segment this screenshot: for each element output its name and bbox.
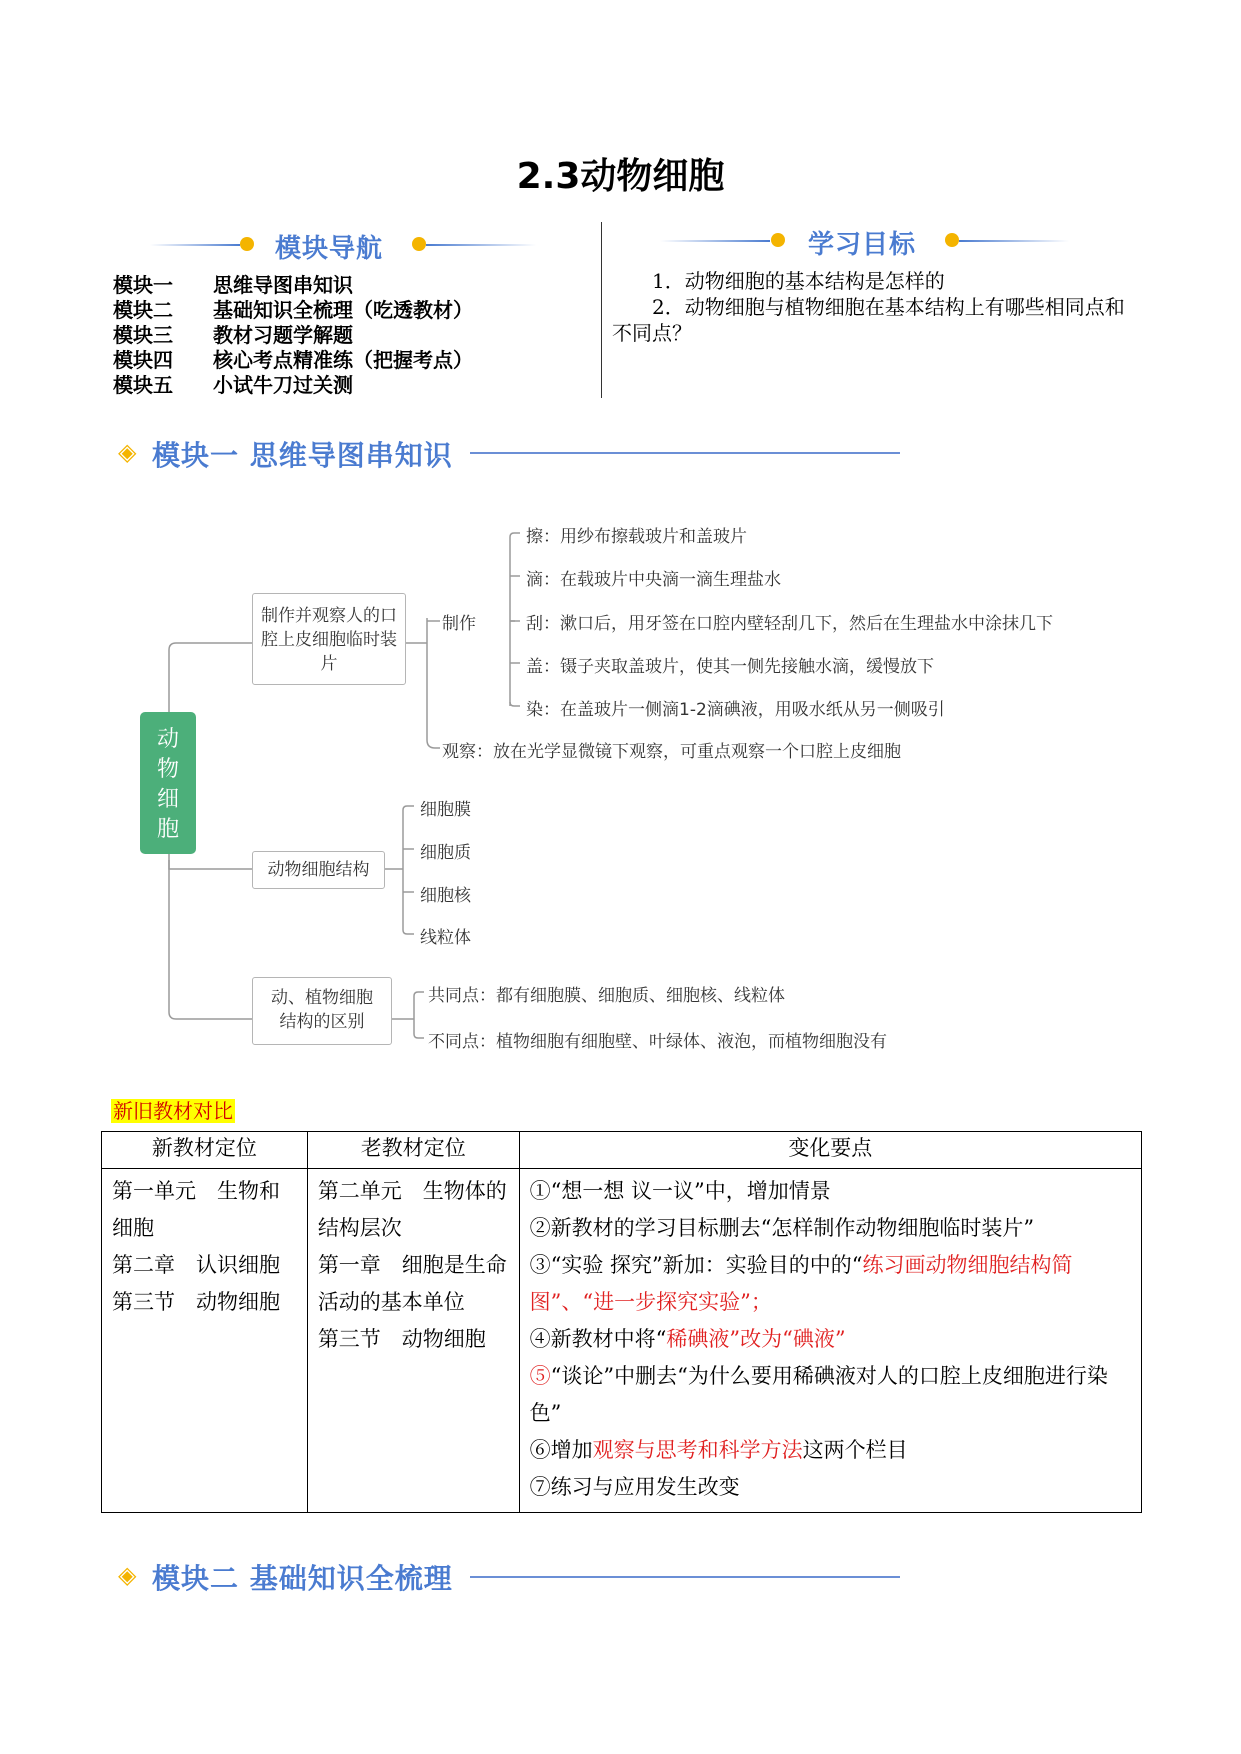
nav-item-2[interactable]: 模块二 基础知识全梳理（吃透教材）: [113, 298, 473, 322]
compare-header-new: 新教材定位: [102, 1132, 308, 1169]
mindmap-step-1: 擦：用纱布擦载玻片和盖玻片: [526, 527, 747, 547]
change-7: ⑦练习与应用发生改变: [529, 1475, 740, 1499]
mindmap-structure-2: 细胞质: [420, 843, 471, 863]
mindmap-root: 动物细胞: [140, 712, 196, 854]
nav-item-5[interactable]: 模块五 小试牛刀过关测: [113, 373, 353, 397]
compare-new-line-3: 第三节 动物细胞: [112, 1290, 280, 1314]
mindmap-structure-3: 细胞核: [420, 886, 471, 906]
mindmap-step-3: 刮：漱口后，用牙签在口腔内壁轻刮几下，然后在生理盐水中涂抹几下: [526, 614, 1053, 634]
mindmap-structure-1: 细胞膜: [420, 800, 471, 820]
module1-heading: 模块一 思维导图串知识: [152, 439, 453, 472]
mindmap-branch-structure: 动物细胞结构: [252, 851, 385, 889]
compare-old-line-3: 第三节 动物细胞: [317, 1327, 486, 1351]
compare-cell-new: [102, 1169, 308, 1513]
nav-heading: 模块导航: [275, 234, 384, 264]
compare-label: 新旧教材对比: [113, 1099, 233, 1123]
compare-table: [101, 1131, 1142, 1513]
nav-item-1[interactable]: 模块一 思维导图串知识: [113, 273, 353, 297]
goals-heading: 学习目标: [808, 230, 917, 260]
compare-old-line-1: 第二单元 生物体的结构层次: [317, 1179, 507, 1240]
change-4: ④新教材中将“稀碘液”改为“碘液”: [529, 1327, 846, 1351]
compare-cell-old: [307, 1169, 519, 1513]
mindmap-make-label: 制作: [442, 614, 476, 634]
change-6-highlight: 观察与思考和科学方法: [592, 1438, 803, 1462]
change-3: ③“实验 探究”新加：实验目的中的“练习画动物细胞结构简图”、“进一步探究实验”；: [529, 1253, 1073, 1314]
mindmap-common: 共同点：都有细胞膜、细胞质、细胞核、线粒体: [428, 986, 785, 1006]
change-6: ⑥增加观察与思考和科学方法这两个栏目: [529, 1438, 908, 1462]
nav-item-4[interactable]: 模块四 核心考点精准练（把握考点）: [113, 348, 473, 372]
compare-table-header-row: [102, 1132, 1142, 1169]
module1-chevron-icon: ◈: [118, 438, 137, 466]
nav-item-3[interactable]: 模块三 教材习题学解题: [113, 323, 353, 347]
mindmap-observe: 观察：放在光学显微镜下观察，可重点观察一个口腔上皮细胞: [442, 742, 901, 762]
change-5: ⑤“谈论”中删去“为什么要用稀碘液对人的口腔上皮细胞进行染色”: [529, 1364, 1108, 1425]
mindmap-step-2: 滴：在载玻片中央滴一滴生理盐水: [526, 570, 781, 590]
module2-heading-line: [470, 1576, 900, 1578]
mindmap-step-5: 染：在盖玻片一侧滴1-2滴碘液，用吸水纸从另一侧吸引: [526, 700, 945, 720]
compare-new-line-1: 第一单元 生物和细胞: [112, 1179, 280, 1240]
page-title: 2.3动物细胞: [516, 156, 725, 197]
change-5-number: ⑤: [529, 1364, 551, 1388]
mindmap-structure-4: 线粒体: [420, 928, 471, 948]
change-2: ②新教材的学习目标删去“怎样制作动物细胞临时装片”: [529, 1216, 1035, 1240]
mindmap-branch-difference: 动、植物细胞结构的区别: [252, 977, 392, 1045]
compare-cell-changes: [519, 1169, 1141, 1513]
compare-new-line-2: 第二章 认识细胞: [112, 1253, 280, 1277]
goal-2: 2．动物细胞与植物细胞在基本结构上有哪些相同点和不同点？: [612, 295, 1125, 345]
module2-heading: 模块二 基础知识全梳理: [152, 1562, 453, 1595]
module2-chevron-icon: ◈: [118, 1561, 137, 1589]
mindmap-step-4: 盖：镊子夹取盖玻片，使其一侧先接触水滴，缓慢放下: [526, 657, 934, 677]
change-3-highlight: 练习画动物细胞结构简图”、“进一步探究实验”；: [529, 1253, 1073, 1314]
compare-old-line-2: 第一章 细胞是生命活动的基本单位: [317, 1253, 507, 1314]
goal-1: 1．动物细胞的基本结构是怎样的: [652, 269, 945, 293]
compare-table-row: [102, 1169, 1142, 1513]
compare-header-changes: 变化要点: [519, 1132, 1141, 1169]
change-4-highlight: 稀碘液”改为“碘液”: [666, 1327, 846, 1351]
compare-header-old: 老教材定位: [307, 1132, 519, 1169]
mindmap-branch-make-slide: 制作并观察人的口腔上皮细胞临时装片: [252, 593, 406, 685]
change-1: ①“想一想 议一议”中，增加情景: [529, 1179, 831, 1203]
mindmap-diff: 不同点：植物细胞有细胞壁、叶绿体、液泡，而植物细胞没有: [428, 1032, 887, 1052]
